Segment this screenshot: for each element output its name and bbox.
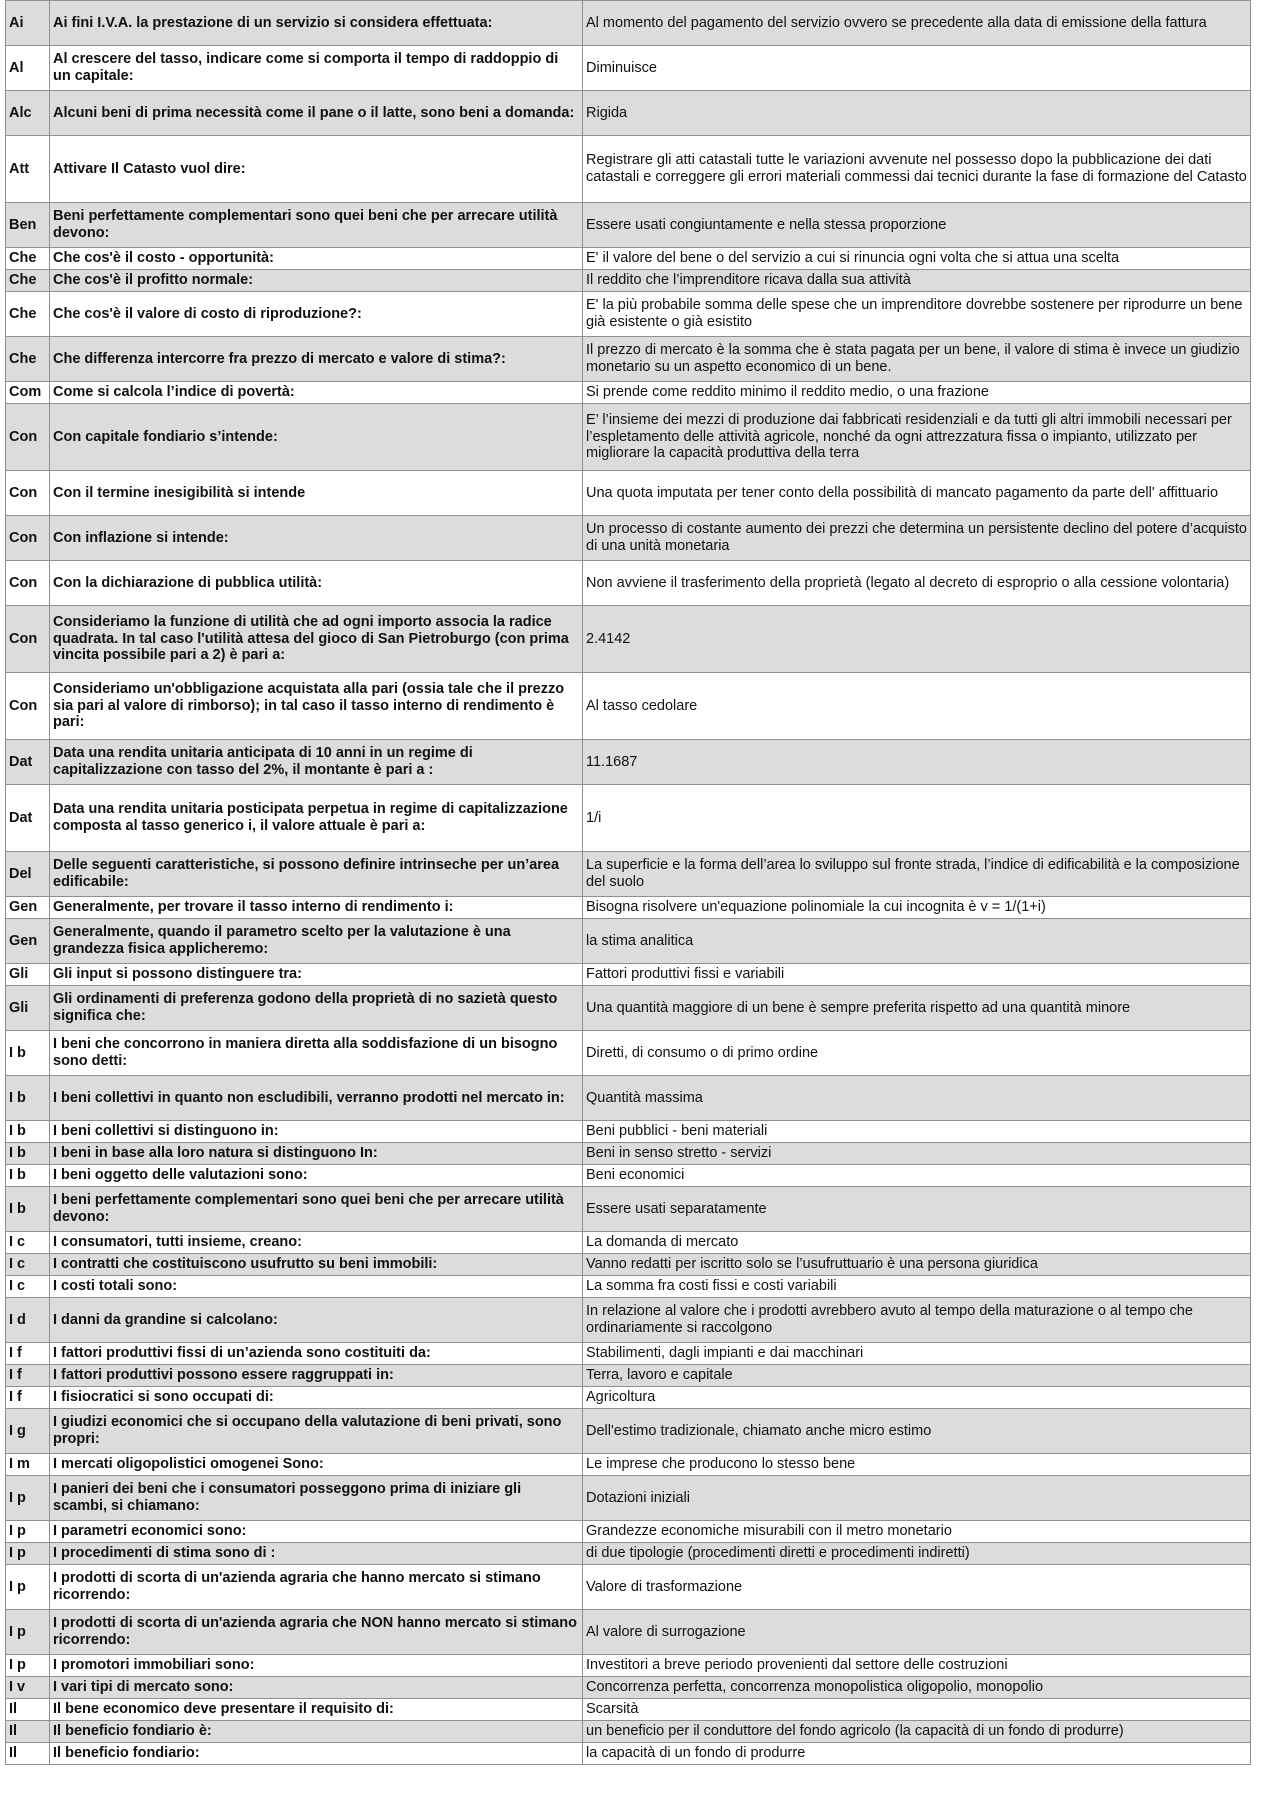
answer-cell: Fattori produttivi fissi e variabili: [583, 964, 1251, 986]
answer-cell: la stima analitica: [583, 919, 1251, 964]
answer-cell: Investitori a breve periodo provenienti dal settore delle costruzioni: [583, 1655, 1251, 1677]
answer-cell: E’ l’insieme dei mezzi di produzione dai fabbricati residenziali e da tutti gli altri immobili necessari per l’espletamento delle attività agricole, nonché da ogni attrezzatura fissa o impianto, utilizzato per migliorare la capacità produttiva della terra: [583, 404, 1251, 471]
question-cell: I costi totali sono:: [50, 1276, 583, 1298]
row-key: Il: [6, 1699, 50, 1721]
answer-cell: Beni pubblici - beni materiali: [583, 1121, 1251, 1143]
row-key: Con: [6, 606, 50, 673]
row-key: I p: [6, 1610, 50, 1655]
row-key: I c: [6, 1276, 50, 1298]
answer-cell: Si prende come reddito minimo il reddito medio, o una frazione: [583, 382, 1251, 404]
row-key: I p: [6, 1543, 50, 1565]
question-cell: Consideriamo un'obbligazione acquistata alla pari (ossia tale che il prezzo sia pari al valore di rimborso); in tal caso il tasso interno di rendimento è pari:: [50, 673, 583, 740]
question-cell: I consumatori, tutti insieme, creano:: [50, 1232, 583, 1254]
table-row: [6, 1187, 1251, 1232]
answer-cell: Agricoltura: [583, 1387, 1251, 1409]
table-row: [6, 136, 1251, 203]
question-cell: Che cos'è il costo - opportunità:: [50, 248, 583, 270]
question-cell: Gli ordinamenti di preferenza godono della proprietà di no sazietà questo significa che:: [50, 986, 583, 1031]
question-cell: I fattori produttivi fissi di un’azienda sono costituiti da:: [50, 1343, 583, 1365]
row-key: Con: [6, 516, 50, 561]
question-cell: Ai fini I.V.A. la prestazione di un servizio si considera effettuata:: [50, 1, 583, 46]
table-row: [6, 1, 1251, 46]
question-cell: I parametri economici sono:: [50, 1521, 583, 1543]
table-row: [6, 1298, 1251, 1343]
table-row: [6, 1521, 1251, 1543]
question-cell: Il beneficio fondiario:: [50, 1743, 583, 1765]
answer-cell: Al momento del pagamento del servizio ovvero se precedente alla data di emissione della fattura: [583, 1, 1251, 46]
question-cell: Al crescere del tasso, indicare come si comporta il tempo di raddoppio di un capitale:: [50, 46, 583, 91]
row-key: I g: [6, 1409, 50, 1454]
answer-cell: Il prezzo di mercato è la somma che è stata pagata per un bene, il valore di stima è invece un giudizio monetario su un aspetto economico di un bene.: [583, 337, 1251, 382]
question-cell: I fisiocratici si sono occupati di:: [50, 1387, 583, 1409]
question-cell: I promotori immobiliari sono:: [50, 1655, 583, 1677]
table-row: [6, 1699, 1251, 1721]
table-row: [6, 897, 1251, 919]
table-row: [6, 46, 1251, 91]
row-key: Ai: [6, 1, 50, 46]
question-cell: Il beneficio fondiario è:: [50, 1721, 583, 1743]
row-key: Alc: [6, 91, 50, 136]
answer-cell: 1/i: [583, 785, 1251, 852]
row-key: Gli: [6, 964, 50, 986]
question-cell: Gli input si possono distinguere tra:: [50, 964, 583, 986]
question-cell: Che differenza intercorre fra prezzo di mercato e valore di stima?:: [50, 337, 583, 382]
table-row: [6, 606, 1251, 673]
row-key: Con: [6, 561, 50, 606]
answer-cell: In relazione al valore che i prodotti avrebbero avuto al tempo della maturazione o al tempo che ordinariamente si raccolgono: [583, 1298, 1251, 1343]
answer-cell: Terra, lavoro e capitale: [583, 1365, 1251, 1387]
answer-cell: Non avviene il trasferimento della proprietà (legato al decreto di esproprio o alla cessione volontaria): [583, 561, 1251, 606]
table-row: [6, 1565, 1251, 1610]
question-cell: Data una rendita unitaria anticipata di 10 anni in un regime di capitalizzazione con tasso del 2%, il montante è pari a :: [50, 740, 583, 785]
table-row: [6, 1143, 1251, 1165]
table-row: [6, 292, 1251, 337]
row-key: I p: [6, 1476, 50, 1521]
row-key: Gli: [6, 986, 50, 1031]
qa-table-body: [6, 1, 1251, 1765]
answer-cell: Una quantità maggiore di un bene è sempre preferita rispetto ad una quantità minore: [583, 986, 1251, 1031]
row-key: Con: [6, 673, 50, 740]
table-row: [6, 404, 1251, 471]
question-cell: Beni perfettamente complementari sono quei beni che per arrecare utilità devono:: [50, 203, 583, 248]
row-key: I f: [6, 1365, 50, 1387]
answer-cell: Quantità massima: [583, 1076, 1251, 1121]
answer-cell: Stabilimenti, dagli impianti e dai macchinari: [583, 1343, 1251, 1365]
table-row: [6, 919, 1251, 964]
question-cell: Che cos'è il profitto normale:: [50, 270, 583, 292]
table-row: [6, 1254, 1251, 1276]
table-row: [6, 382, 1251, 404]
row-key: I b: [6, 1143, 50, 1165]
row-key: Dat: [6, 785, 50, 852]
question-cell: Come si calcola l’indice di povertà:: [50, 382, 583, 404]
qa-table: [5, 0, 1251, 1765]
table-row: [6, 1610, 1251, 1655]
answer-cell: Dell'estimo tradizionale, chiamato anche micro estimo: [583, 1409, 1251, 1454]
question-cell: I beni collettivi si distinguono in:: [50, 1121, 583, 1143]
table-row: [6, 740, 1251, 785]
row-key: Com: [6, 382, 50, 404]
row-key: I d: [6, 1298, 50, 1343]
question-cell: Che cos'è il valore di costo di riproduzione?:: [50, 292, 583, 337]
row-key: Gen: [6, 919, 50, 964]
table-row: [6, 785, 1251, 852]
question-cell: I prodotti di scorta di un'azienda agraria che NON hanno mercato si stimano ricorrendo:: [50, 1610, 583, 1655]
answer-cell: 11.1687: [583, 740, 1251, 785]
question-cell: Attivare Il Catasto vuol dire:: [50, 136, 583, 203]
question-cell: I beni oggetto delle valutazioni sono:: [50, 1165, 583, 1187]
row-key: Dat: [6, 740, 50, 785]
row-key: I c: [6, 1254, 50, 1276]
row-key: Ben: [6, 203, 50, 248]
question-cell: I beni che concorrono in maniera diretta alla soddisfazione di un bisogno sono detti:: [50, 1031, 583, 1076]
table-row: [6, 1387, 1251, 1409]
table-row: [6, 1721, 1251, 1743]
question-cell: Delle seguenti caratteristiche, si possono definire intrinseche per un’area edificabile:: [50, 852, 583, 897]
row-key: Att: [6, 136, 50, 203]
answer-cell: Beni economici: [583, 1165, 1251, 1187]
table-row: [6, 337, 1251, 382]
table-row: [6, 471, 1251, 516]
question-cell: Generalmente, quando il parametro scelto per la valutazione è una grandezza fisica applicheremo:: [50, 919, 583, 964]
row-key: I b: [6, 1031, 50, 1076]
question-cell: I panieri dei beni che i consumatori posseggono prima di iniziare gli scambi, si chiamano:: [50, 1476, 583, 1521]
answer-cell: Scarsità: [583, 1699, 1251, 1721]
answer-cell: Bisogna risolvere un'equazione polinomiale la cui incognita è v = 1/(1+i): [583, 897, 1251, 919]
table-row: [6, 1121, 1251, 1143]
row-key: Il: [6, 1721, 50, 1743]
table-row: [6, 964, 1251, 986]
answer-cell: Concorrenza perfetta, concorrenza monopolistica oligopolio, monopolio: [583, 1677, 1251, 1699]
question-cell: I beni in base alla loro natura si distinguono In:: [50, 1143, 583, 1165]
answer-cell: un beneficio per il conduttore del fondo agricolo (la capacità di un fondo di produrre): [583, 1721, 1251, 1743]
row-key: I m: [6, 1454, 50, 1476]
row-key: Il: [6, 1743, 50, 1765]
table-row: [6, 852, 1251, 897]
row-key: Con: [6, 471, 50, 516]
answer-cell: La superficie e la forma dell’area lo sviluppo sul fronte strada, l’indice di edificabilità e la composizione del suolo: [583, 852, 1251, 897]
answer-cell: Diminuisce: [583, 46, 1251, 91]
answer-cell: Grandezze economiche misurabili con il metro monetario: [583, 1521, 1251, 1543]
answer-cell: Vanno redatti per iscritto solo se l’usufruttuario è una persona giuridica: [583, 1254, 1251, 1276]
question-cell: I fattori produttivi possono essere raggruppati in:: [50, 1365, 583, 1387]
table-row: [6, 561, 1251, 606]
row-key: Che: [6, 292, 50, 337]
table-row: [6, 248, 1251, 270]
question-cell: I prodotti di scorta di un'azienda agraria che hanno mercato si stimano ricorrendo:: [50, 1565, 583, 1610]
answer-cell: La domanda di mercato: [583, 1232, 1251, 1254]
table-row: [6, 986, 1251, 1031]
table-row: [6, 1409, 1251, 1454]
row-key: Al: [6, 46, 50, 91]
row-key: Con: [6, 404, 50, 471]
answer-cell: E' la più probabile somma delle spese che un imprenditore dovrebbe sostenere per riprodurre un bene già esistente o già esistito: [583, 292, 1251, 337]
answer-cell: Essere usati separatamente: [583, 1187, 1251, 1232]
row-key: I b: [6, 1165, 50, 1187]
answer-cell: Beni in senso stretto - servizi: [583, 1143, 1251, 1165]
row-key: I v: [6, 1677, 50, 1699]
answer-cell: Rigida: [583, 91, 1251, 136]
answer-cell: di due tipologie (procedimenti diretti e procedimenti indiretti): [583, 1543, 1251, 1565]
answer-cell: Diretti, di consumo o di primo ordine: [583, 1031, 1251, 1076]
question-cell: Consideriamo la funzione di utilità che ad ogni importo associa la radice quadrata. In tal caso l'utilità attesa del gioco di San Pietroburgo (con prima vincita possibile pari a 2) è pari a:: [50, 606, 583, 673]
question-cell: I contratti che costituiscono usufrutto su beni immobili:: [50, 1254, 583, 1276]
table-row: [6, 1543, 1251, 1565]
answer-cell: Dotazioni iniziali: [583, 1476, 1251, 1521]
table-row: [6, 1232, 1251, 1254]
table-row: [6, 1165, 1251, 1187]
row-key: Gen: [6, 897, 50, 919]
answer-cell: Valore di trasformazione: [583, 1565, 1251, 1610]
answer-cell: Le imprese che producono lo stesso bene: [583, 1454, 1251, 1476]
answer-cell: Un processo di costante aumento dei prezzi che determina un persistente declino del potere d’acquisto di una unità monetaria: [583, 516, 1251, 561]
row-key: I b: [6, 1187, 50, 1232]
answer-cell: Essere usati congiuntamente e nella stessa proporzione: [583, 203, 1251, 248]
question-cell: Data una rendita unitaria posticipata perpetua in regime di capitalizzazione composta al tasso generico i, il valore attuale è pari a:: [50, 785, 583, 852]
answer-cell: Registrare gli atti catastali tutte le variazioni avvenute nel possesso dopo la pubblicazione dei dati catastali e correggere gli errori materiali commessi dai tecnici durante la fase di formazione del Catasto: [583, 136, 1251, 203]
row-key: Che: [6, 270, 50, 292]
question-cell: Con il termine inesigibilità si intende: [50, 471, 583, 516]
row-key: I b: [6, 1121, 50, 1143]
table-row: [6, 1655, 1251, 1677]
question-cell: I danni da grandine si calcolano:: [50, 1298, 583, 1343]
question-cell: Con la dichiarazione di pubblica utilità:: [50, 561, 583, 606]
row-key: Che: [6, 248, 50, 270]
answer-cell: la capacità di un fondo di produrre: [583, 1743, 1251, 1765]
question-cell: I vari tipi di mercato sono:: [50, 1677, 583, 1699]
answer-cell: E' il valore del bene o del servizio a cui si rinuncia ogni volta che si attua una scelta: [583, 248, 1251, 270]
row-key: I f: [6, 1387, 50, 1409]
row-key: I b: [6, 1076, 50, 1121]
table-row: [6, 1677, 1251, 1699]
question-cell: I procedimenti di stima sono di :: [50, 1543, 583, 1565]
row-key: I c: [6, 1232, 50, 1254]
table-row: [6, 1743, 1251, 1765]
row-key: I f: [6, 1343, 50, 1365]
answer-cell: Una quota imputata per tener conto della possibilità di mancato pagamento da parte dell' affittuario: [583, 471, 1251, 516]
table-row: [6, 1276, 1251, 1298]
question-cell: Con inflazione si intende:: [50, 516, 583, 561]
table-row: [6, 1076, 1251, 1121]
question-cell: Alcuni beni di prima necessità come il pane o il latte, sono beni a domanda:: [50, 91, 583, 136]
row-key: I p: [6, 1521, 50, 1543]
table-row: [6, 91, 1251, 136]
question-cell: Con capitale fondiario s’intende:: [50, 404, 583, 471]
table-row: [6, 1031, 1251, 1076]
answer-cell: 2.4142: [583, 606, 1251, 673]
answer-cell: La somma fra costi fissi e costi variabili: [583, 1276, 1251, 1298]
table-row: [6, 1343, 1251, 1365]
table-row: [6, 270, 1251, 292]
row-key: Che: [6, 337, 50, 382]
question-cell: Generalmente, per trovare il tasso interno di rendimento i:: [50, 897, 583, 919]
question-cell: I beni perfettamente complementari sono quei beni che per arrecare utilità devono:: [50, 1187, 583, 1232]
question-cell: I giudizi economici che si occupano della valutazione di beni privati, sono propri:: [50, 1409, 583, 1454]
row-key: I p: [6, 1565, 50, 1610]
table-row: [6, 673, 1251, 740]
question-cell: I mercati oligopolistici omogenei Sono:: [50, 1454, 583, 1476]
question-cell: Il bene economico deve presentare il requisito di:: [50, 1699, 583, 1721]
answer-cell: Il reddito che l’imprenditore ricava dalla sua attività: [583, 270, 1251, 292]
table-row: [6, 1476, 1251, 1521]
answer-cell: Al tasso cedolare: [583, 673, 1251, 740]
answer-cell: Al valore di surrogazione: [583, 1610, 1251, 1655]
table-row: [6, 1365, 1251, 1387]
row-key: I p: [6, 1655, 50, 1677]
table-row: [6, 1454, 1251, 1476]
question-cell: I beni collettivi in quanto non escludibili, verranno prodotti nel mercato in:: [50, 1076, 583, 1121]
row-key: Del: [6, 852, 50, 897]
table-row: [6, 516, 1251, 561]
table-row: [6, 203, 1251, 248]
